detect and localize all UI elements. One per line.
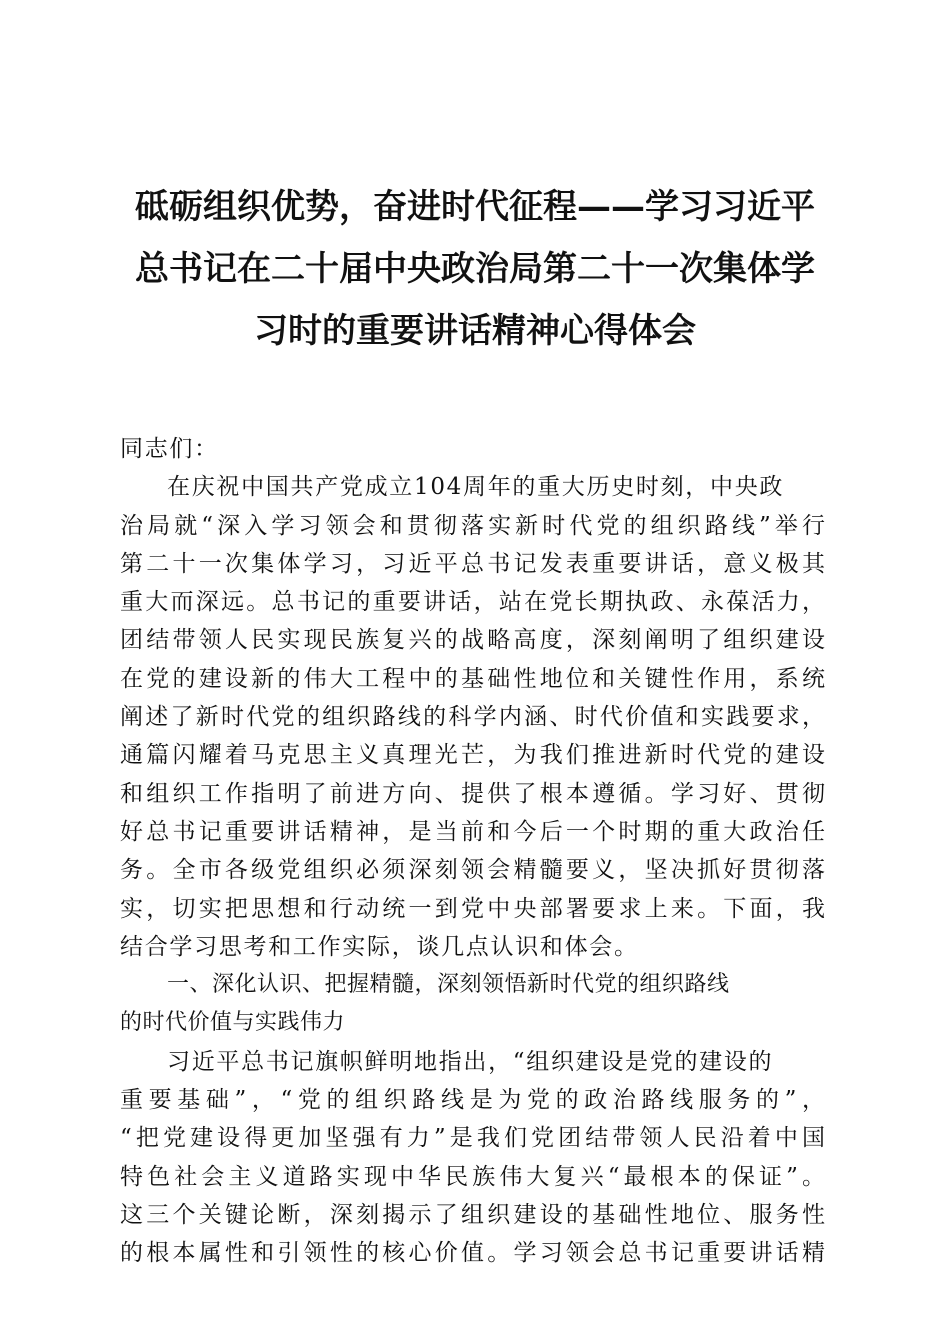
text-line: 治局就“深入学习领会和贯彻落实新时代党的组织路线”举行 [120,512,825,539]
text-line: 实，切实把思想和行动统一到党中央部署要求上来。下面，我 [120,895,825,922]
text-line: 好总书记重要讲话精神，是当前和今后一个时期的重大政治任 [120,818,825,845]
text-line: 特色社会主义道路实现中华民族伟大复兴“最根本的保证”。 [120,1163,825,1190]
text-line: 阐述了新时代党的组织路线的科学内涵、时代价值和实践要求， [120,704,825,731]
text-line: “把党建设得更加坚强有力”是我们党团结带领人民沿着中国 [120,1125,825,1152]
text-line: 这三个关键论断，深刻揭示了组织建设的基础性地位、服务性 [120,1201,825,1228]
heading-line: 的时代价值与实践伟力 [120,1010,346,1036]
text-line: 和组织工作指明了前进方向、提供了根本遵循。学习好、贯彻 [120,780,825,807]
text-line: 通篇闪耀着马克思主义真理光芒，为我们推进新时代党的建设 [120,742,825,769]
text-line: 务。全市各级党组织必须深刻领会精髓要义，坚决抓好贯彻落 [120,857,825,884]
document-body [120,430,825,1273]
text-line: 第二十一次集体学习，习近平总书记发表重要讲话，意义极其 [120,550,825,577]
paragraph-intro [120,468,825,966]
title-line: 砥砺组织优势，奋进时代征程——学习习近平 [135,187,815,227]
text-line: 团结带领人民实现民族复兴的战略高度，深刻阐明了组织建设 [120,627,825,654]
text-line: 在党的建设新的伟大工程中的基础性地位和关键性作用，系统 [120,665,825,692]
text-line: 的根本属性和引领性的核心价值。学习领会总书记重要讲话精 [120,1240,825,1267]
text-line: 习近平总书记旗帜鲜明地指出，“组织建设是党的建设的 [167,1048,774,1075]
title-line: 总书记在二十届中央政治局第二十一次集体学 [135,249,815,289]
title-line: 习时的重要讲话精神心得体会 [254,311,696,351]
text-line: 重要基础”，“党的组织路线是为党的政治路线服务的”， [120,1087,825,1114]
paragraph-section-1 [120,1043,825,1273]
section-heading-1 [120,966,825,1043]
document-title [100,188,850,374]
text-line: 重大而深远。总书记的重要讲话，站在党长期执政、永葆活力， [120,589,825,616]
text-line: 在庆祝中国共产党成立104周年的重大历史时刻，中央政 [167,474,785,501]
heading-line: 一、深化认识、把握精髓，深刻领悟新时代党的组织路线 [167,972,730,998]
text-line: 结合学习思考和工作实际，谈几点认识和体会。 [120,933,639,960]
salutation: 同志们： [120,436,219,462]
